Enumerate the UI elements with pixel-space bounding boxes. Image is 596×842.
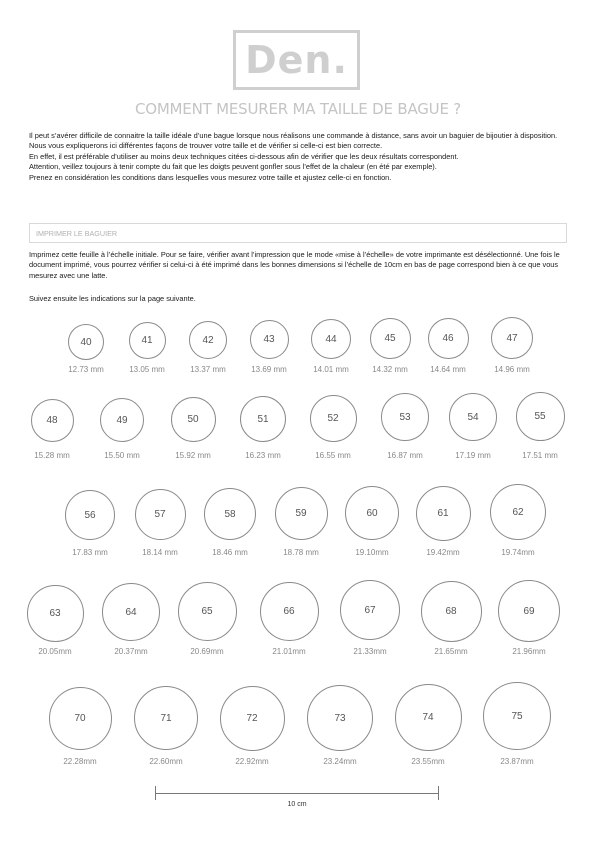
ring-circle xyxy=(345,486,399,540)
scale-label: 10 cm xyxy=(287,801,307,808)
ring-size-number: 56 xyxy=(84,509,96,521)
ring-size-number: 42 xyxy=(202,334,214,346)
ring-diameter-label: 23.24mm xyxy=(323,757,357,766)
print-instructions xyxy=(29,250,574,281)
intro-paragraph: En effet, il est préférable d’utiliser au moins deux techniques citées ci-dessous afin de vérifier que les deux résultats correspondent. xyxy=(29,151,459,161)
ring-circle xyxy=(275,487,328,540)
ring-size-number: 68 xyxy=(445,605,457,617)
ring-diameter-label: 13.69 mm xyxy=(251,365,287,374)
ring-circle xyxy=(428,318,469,359)
ring-size-number: 50 xyxy=(187,413,199,425)
ring-size-number: 66 xyxy=(283,605,295,617)
ring-size-number: 70 xyxy=(74,712,86,724)
ring-size-number: 47 xyxy=(506,332,518,344)
ring-size-number: 57 xyxy=(154,508,166,520)
ring-diameter-label: 19.74mm xyxy=(501,548,535,557)
ring-circle xyxy=(31,399,74,442)
ring-diameter-label: 18.14 mm xyxy=(142,548,178,557)
ring-diameter-label: 22.28mm xyxy=(63,757,97,766)
print-paragraph: Imprimez cette feuille à l’échelle initiale. Pour se faire, vérifier avant l’impression que le mode «mise à l’échelle» de votre imprimante est désélectionné. Une fois le document imprimé, vous pourrez vérifier si celui-ci à été imprimé dans les bonnes dimensions si l’échelle de 10cm en bas de page correspond bien à ce que vous mesurez avec une latte. xyxy=(29,250,560,280)
ring-circle xyxy=(370,318,411,359)
section-heading-box: IMPRIMER LE BAGUIER xyxy=(29,223,567,243)
scale-bar xyxy=(155,793,439,794)
ring-diameter-label: 14.96 mm xyxy=(494,365,530,374)
ring-circle xyxy=(340,580,400,640)
ring-circle xyxy=(483,682,551,750)
ring-diameter-label: 18.78 mm xyxy=(283,548,319,557)
ring-circle xyxy=(250,320,289,359)
ring-circle xyxy=(307,685,373,751)
ring-circle xyxy=(421,581,482,642)
ring-diameter-label: 22.60mm xyxy=(149,757,183,766)
scale-tick-end xyxy=(438,786,439,800)
ring-diameter-label: 19.10mm xyxy=(355,548,389,557)
ring-size-number: 44 xyxy=(325,333,337,345)
ring-size-number: 63 xyxy=(49,607,61,619)
ring-circle xyxy=(516,392,565,441)
ring-circle xyxy=(178,582,237,641)
ring-circle xyxy=(134,686,198,750)
ring-size-number: 73 xyxy=(334,712,346,724)
ring-diameter-label: 12.73 mm xyxy=(68,365,104,374)
ring-size-number: 49 xyxy=(116,414,128,426)
ring-circle xyxy=(240,396,286,442)
ring-size-number: 40 xyxy=(80,336,92,348)
ring-circle xyxy=(129,322,166,359)
ring-diameter-label: 20.69mm xyxy=(190,647,224,656)
ring-diameter-label: 20.05mm xyxy=(38,647,72,656)
ring-circle xyxy=(68,324,104,360)
ring-circle xyxy=(449,393,497,441)
ring-diameter-label: 16.55 mm xyxy=(315,451,351,460)
ring-diameter-label: 15.50 mm xyxy=(104,451,140,460)
ring-size-number: 64 xyxy=(125,606,137,618)
ring-diameter-label: 14.01 mm xyxy=(313,365,349,374)
ring-size-number: 60 xyxy=(366,507,378,519)
ring-diameter-label: 21.96mm xyxy=(512,647,546,656)
ring-circle xyxy=(171,397,216,442)
ring-size-number: 59 xyxy=(295,507,307,519)
den-logo: Den. xyxy=(233,30,360,90)
ring-circle xyxy=(310,395,357,442)
follow-instructions: Suivez ensuite les indications sur la page suivante. xyxy=(29,294,196,303)
ring-circle xyxy=(65,490,115,540)
ring-diameter-label: 18.46 mm xyxy=(212,548,248,557)
ring-diameter-label: 15.28 mm xyxy=(34,451,70,460)
ring-diameter-label: 14.64 mm xyxy=(430,365,466,374)
ring-size-number: 51 xyxy=(257,413,269,425)
ring-size-number: 45 xyxy=(384,332,396,344)
ring-circle xyxy=(395,684,462,751)
ring-size-number: 75 xyxy=(511,710,523,722)
ring-size-number: 72 xyxy=(246,712,258,724)
ring-size-number: 67 xyxy=(364,604,376,616)
ring-size-number: 55 xyxy=(534,410,546,422)
ring-size-number: 41 xyxy=(141,334,153,346)
ring-diameter-label: 16.23 mm xyxy=(245,451,281,460)
intro-text xyxy=(29,131,574,183)
ring-diameter-label: 21.65mm xyxy=(434,647,468,656)
ring-size-number: 53 xyxy=(399,411,411,423)
ring-diameter-label: 17.83 mm xyxy=(72,548,108,557)
ring-diameter-label: 21.01mm xyxy=(272,647,306,656)
ring-size-number: 71 xyxy=(160,712,172,724)
ring-size-number: 61 xyxy=(437,507,449,519)
ring-diameter-label: 21.33mm xyxy=(353,647,387,656)
page-title: COMMENT MESURER MA TAILLE DE BAGUE ? xyxy=(134,100,462,118)
ring-circle xyxy=(260,582,319,641)
ring-diameter-label: 14.32 mm xyxy=(372,365,408,374)
intro-paragraph: Il peut s’avérer difficile de connaitre la taille idéale d’une bague lorsque nous réalisons une commande à distance, sans avoir un baguier de bijoutier à disposition. Nous vous expliquerons ici différentes façons de trouver votre taille et de vérifier si celle-ci est bien correcte. xyxy=(29,131,558,151)
ring-diameter-label: 17.51 mm xyxy=(522,451,558,460)
ring-circle xyxy=(189,321,227,359)
ring-diameter-label: 20.37mm xyxy=(114,647,148,656)
ring-circle xyxy=(100,398,144,442)
ring-size-number: 65 xyxy=(201,605,213,617)
ring-diameter-label: 13.05 mm xyxy=(129,365,165,374)
ring-diameter-label: 13.37 mm xyxy=(190,365,226,374)
ring-circle xyxy=(220,686,285,751)
ring-circle xyxy=(102,583,160,641)
ring-size-number: 52 xyxy=(327,412,339,424)
ring-size-number: 54 xyxy=(467,411,479,423)
scale-tick-start xyxy=(155,786,156,800)
ring-circle xyxy=(49,687,112,750)
ring-diameter-label: 23.55mm xyxy=(411,757,445,766)
ring-diameter-label: 22.92mm xyxy=(235,757,269,766)
ring-circle xyxy=(498,580,560,642)
ring-size-number: 69 xyxy=(523,605,535,617)
ring-circle xyxy=(135,489,186,540)
ring-diameter-label: 17.19 mm xyxy=(455,451,491,460)
intro-paragraph: Attention, veillez toujours à tenir compte du fait que les doigts peuvent gonfler sous l’effet de la chaleur (en été par exemple). xyxy=(29,162,437,172)
ring-circle xyxy=(381,393,429,441)
ring-diameter-label: 19.42mm xyxy=(426,548,460,557)
ring-circle xyxy=(311,319,351,359)
ring-diameter-label: 23.87mm xyxy=(500,757,534,766)
ring-size-number: 74 xyxy=(422,711,434,723)
ring-size-number: 62 xyxy=(512,506,524,518)
ring-circle xyxy=(204,488,256,540)
ring-diameter-label: 16.87 mm xyxy=(387,451,423,460)
ring-size-number: 46 xyxy=(442,332,454,344)
intro-paragraph: Prenez en considération les conditions dans lesquelles vous mesurez votre taille et ajustez celle-ci en fonction. xyxy=(29,172,392,182)
ring-diameter-label: 15.92 mm xyxy=(175,451,211,460)
ring-circle xyxy=(416,486,471,541)
ring-circle xyxy=(490,484,546,540)
ring-circle xyxy=(27,585,84,642)
ring-size-number: 48 xyxy=(46,414,58,426)
ring-circle xyxy=(491,317,533,359)
ring-size-number: 58 xyxy=(224,508,236,520)
ring-size-number: 43 xyxy=(263,333,275,345)
